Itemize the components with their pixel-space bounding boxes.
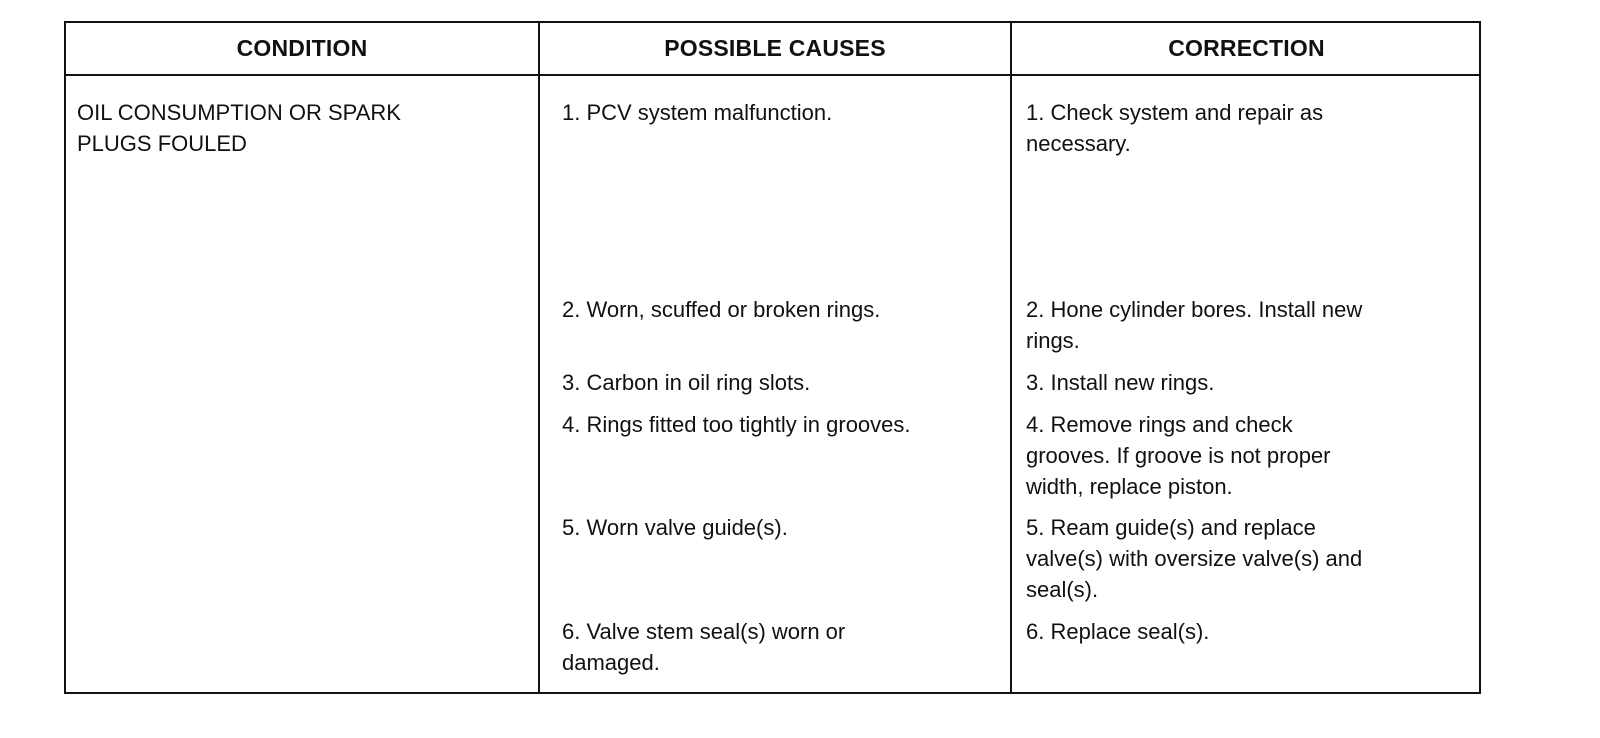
correction-line: 5. Ream guide(s) and replace xyxy=(1026,515,1316,540)
cause-line: damaged. xyxy=(562,650,660,675)
header-correction: CORRECTION xyxy=(1168,35,1325,61)
condition-line: PLUGS FOULED xyxy=(77,131,247,156)
header-condition: CONDITION xyxy=(236,35,368,61)
correction-line: rings. xyxy=(1026,328,1080,353)
correction-line: grooves. If groove is not proper xyxy=(1026,443,1331,468)
correction-5 xyxy=(1026,512,1362,605)
correction-line: 3. Install new rings. xyxy=(1026,370,1215,395)
header-possible-causes: POSSIBLE CAUSES xyxy=(664,35,886,61)
cause-line: 4. Rings fitted too tightly in grooves. xyxy=(562,412,911,437)
troubleshooting-table xyxy=(64,21,1481,694)
correction-4 xyxy=(1026,409,1331,502)
cause-6 xyxy=(562,616,845,678)
condition-line: OIL CONSUMPTION OR SPARK xyxy=(77,100,401,125)
correction-line: width, replace piston. xyxy=(1026,474,1233,499)
cause-4 xyxy=(562,409,911,440)
correction-line: 2. Hone cylinder bores. Install new xyxy=(1026,297,1363,322)
cause-1 xyxy=(562,97,832,128)
correction-1 xyxy=(1026,97,1323,159)
correction-line: 4. Remove rings and check xyxy=(1026,412,1293,437)
correction-2 xyxy=(1026,294,1362,356)
correction-line: valve(s) with oversize valve(s) and xyxy=(1026,546,1363,571)
correction-line: necessary. xyxy=(1026,131,1131,156)
cause-line: 6. Valve stem seal(s) worn or xyxy=(562,619,846,644)
cause-2 xyxy=(562,294,880,325)
correction-line: seal(s). xyxy=(1026,577,1099,602)
column-divider-2 xyxy=(1010,23,1012,692)
cause-line: 5. Worn valve guide(s). xyxy=(562,515,788,540)
correction-line: 1. Check system and repair as xyxy=(1026,100,1324,125)
cause-line: 1. PCV system malfunction. xyxy=(562,100,833,125)
correction-6 xyxy=(1026,616,1209,647)
header-divider xyxy=(66,74,1479,76)
cause-line: 3. Carbon in oil ring slots. xyxy=(562,370,811,395)
cause-line: 2. Worn, scuffed or broken rings. xyxy=(562,297,881,322)
cause-3 xyxy=(562,367,810,398)
correction-3 xyxy=(1026,367,1214,398)
column-divider-1 xyxy=(538,23,540,692)
correction-line: 6. Replace seal(s). xyxy=(1026,619,1210,644)
condition-cell xyxy=(77,97,401,159)
cause-5 xyxy=(562,512,788,543)
